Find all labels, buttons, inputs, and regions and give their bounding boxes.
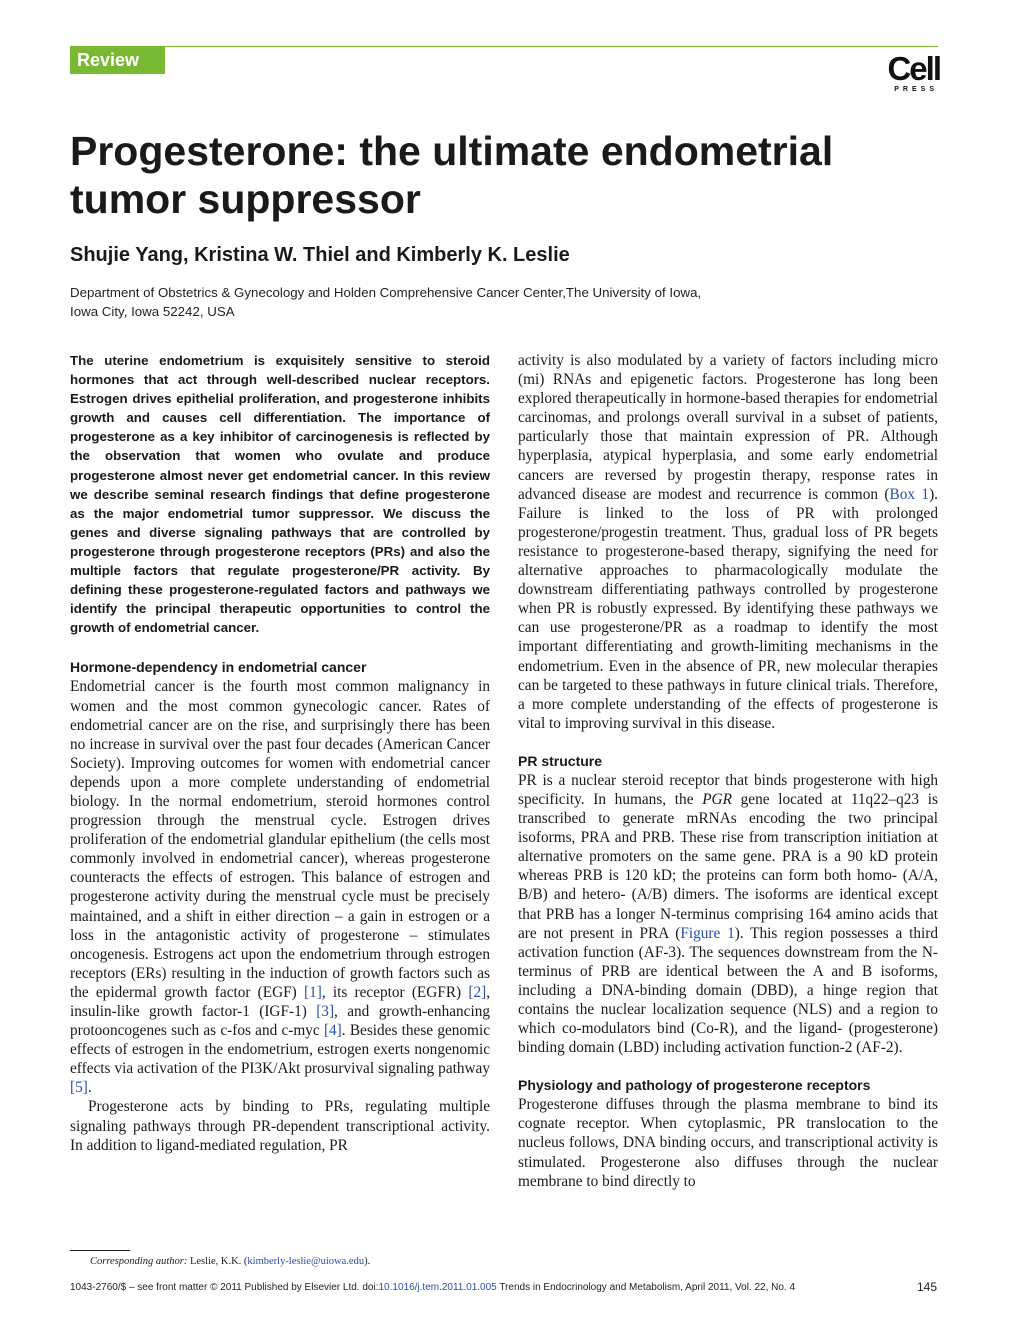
section-heading-physiology: Physiology and pathology of progesterone receptors	[518, 1077, 871, 1094]
paragraph-physiology: Progesterone diffuses through the plasma membrane to bind its cognate receptor. When cytoplasmic, PR translocation to the nucleus follows, DNA binding occurs, and transcriptional activity is stimulated. Progesterone also diffuses through the nuclear membrane to bind directly to	[518, 1096, 938, 1190]
page-number: 145	[917, 1280, 938, 1294]
gene-name: PGR	[702, 790, 732, 808]
affiliation	[70, 283, 701, 321]
citation-link[interactable]: [3]	[316, 1003, 335, 1020]
paragraph-pr-structure: PR is a nuclear steroid receptor that binds progesterone with high specificity. In humans, the PGR gene located at 11q22–q23 is transcribed to generate mRNAs encoding the two principal isoforms, PRA and PRB. These rise from transcription initiation at alternative promoters on the same gene. PRA is a 90 kD protein whereas PRB is 120 kD; the proteins can form both homo- (A/A, B/B) and hetero- (A/B) dimers. The isoforms are identical except that PRB has a longer N-terminus comprising 164 amino acids that are not present in PRA (Figure 1). This region possesses a third activation function (AF-3). The sequences downstream from the N-terminus of PRB are identical between the A and B isoforms, including a DNA-binding domain (DBD), a hinge region that contains the nuclear localization sequence (NLS) and a region to which co-modulators bind (Co-R), and the ligand- (progesterone) binding domain (LBD) including activation function-2 (AF-2).	[518, 771, 938, 1057]
section-heading-hormone: Hormone-dependency in endometrial cancer	[70, 659, 367, 676]
left-column	[70, 351, 490, 1155]
corresponding-author-note: Corresponding author: Leslie, K.K. (kimberly-leslie@uiowa.edu).	[90, 1256, 371, 1267]
box-link[interactable]: Box 1	[889, 485, 930, 503]
paragraph-hormone-1: Endometrial cancer is the fourth most common malignancy in women and the most common gynecologic cancer. Rates of endometrial cancer are on the rise, and surprisingly there has been no increase in survival over the past four decades (American Cancer Society). Improving outcomes for women with endometrial cancer depends upon a more complete understanding of endometrial biology. In the normal endometrium, steroid hormones control progression through the menstrual cycle. Estrogen drives proliferation of the endometrial glandular epithelium (the cells most commonly involved in endometrial cancer), whereas progesterone counteracts the effects of estrogen. This balance of estrogen and progesterone activity during the menstrual cycle must be precisely maintained, and a shift in either direction – a gain in estrogen or a loss in the antagonistic activity of progesterone – stimulates oncogenesis. Estrogens act upon the endometrium through estrogen receptors (ERs) resulting in the induction of growth factors such as the epidermal growth factor (EGF) [1], its receptor (EGFR) [2], insulin-like growth factor-1 (IGF-1) [3], and growth-enhancing protooncogenes such as c-fos and c-myc [4]. Besides these genomic effects of estrogen in the endometrium, estrogen exerts nongenomic effects via activation of the PI3K/Akt prosurvival signaling pathway [5].	[70, 678, 491, 1097]
paragraph-hormone-2: Progesterone acts by binding to PRs, regulating multiple signaling pathways through PR-dependent transcriptional activity. In addition to ligand-mediated regulation, PR	[70, 1098, 490, 1154]
cell-press-logo	[876, 52, 940, 98]
affiliation-line-2: Iowa City, Iowa 52242, USA	[70, 304, 235, 319]
footnote-rule	[70, 1250, 130, 1251]
section-heading-pr-structure: PR structure	[518, 752, 603, 769]
doi-link[interactable]: 10.1016/j.tem.2011.01.005	[378, 1282, 497, 1293]
author-email-link[interactable]: kimberly-leslie@uiowa.edu	[247, 1256, 365, 1267]
header-rule	[70, 46, 938, 47]
paragraph-hormone-2-continued: activity is also modulated by a variety of factors including micro (mi) RNAs and epigenetic factors. Progesterone has long been explored therapeutically in hormone-based therapies for endometrial carcinomas, and prolongs overall survival in a subset of patients, particularly those that maintain expression of PR. Although hyperplasia, atypical hyperplasia, and some early endometrial cancers are reversed by progestin therapy, response rates in advanced disease are modest and recurrence is common (Box 1). Failure is linked to the loss of PR with prolonged progesterone/progestin treatment. Thus, gradual loss of PR begets resistance to progesterone-based therapy, signifying the need for alternative approaches to pharmacologically modulate the downstream differentiating pathways controlled by progesterone when PR is robustly expressed. By identifying these pathways we can use progesterone/PR as a roadmap to identify the most important differentiating and growth-limiting mechanisms in the endometrium. Even in the absence of PR, new molecular therapies can be targeted to these pathways in future clinical trials. Therefore, a more complete understanding of the effects of progesterone is vital to improving survival in this disease.	[518, 352, 938, 732]
right-column	[518, 351, 938, 1191]
article-title: Progesterone: the ultimate endometrial tumor suppressor	[70, 128, 834, 222]
citation-link[interactable]: [4]	[323, 1022, 342, 1040]
abstract: The uterine endometrium is exquisitely sensitive to steroid hormones that act through well-described nuclear receptors. Estrogen drives epithelial proliferation, and progesterone inhibits growth and causes cell differentiation. The importance of progesterone as a key inhibitor of carcinogenesis is reflected by the observation that women who ovulate and produce progesterone almost never get endometrial cancer. In this review we describe seminal research findings that define progesterone as the major endometrial tumor suppressor. We discuss the genes and diverse signaling pathways that are controlled by progesterone through progesterone receptors (PRs) and also the multiple factors that regulate progesterone/PR activity. By defining these progesterone-regulated factors and pathways we identify the principal therapeutic opportunities to control the growth of endometrial cancer.	[70, 353, 490, 636]
citation-link[interactable]: [5]	[70, 1079, 88, 1097]
logo-wordmark: Cell	[887, 50, 940, 87]
page-footer: 1043-2760/$ – see front matter © 2011 Published by Elsevier Ltd. doi:10.1016/j.tem.2011.01.005 Trends in Endocrinology and Metabolism, April 2011, Vol. 22, No. 4	[70, 1282, 796, 1293]
affiliation-line-1: Department of Obstetrics & Gynecology and Holden Comprehensive Cancer Center,The University of Iowa,	[70, 285, 702, 300]
author-list: Shujie Yang, Kristina W. Thiel and Kimberly K. Leslie	[70, 244, 570, 266]
figure-link[interactable]: Figure 1	[680, 924, 735, 942]
citation-link[interactable]: [2]	[468, 983, 487, 1001]
citation-link[interactable]: [1]	[303, 983, 322, 1001]
logo-subtitle: PRESS	[894, 86, 938, 93]
section-badge: Review	[70, 47, 165, 74]
